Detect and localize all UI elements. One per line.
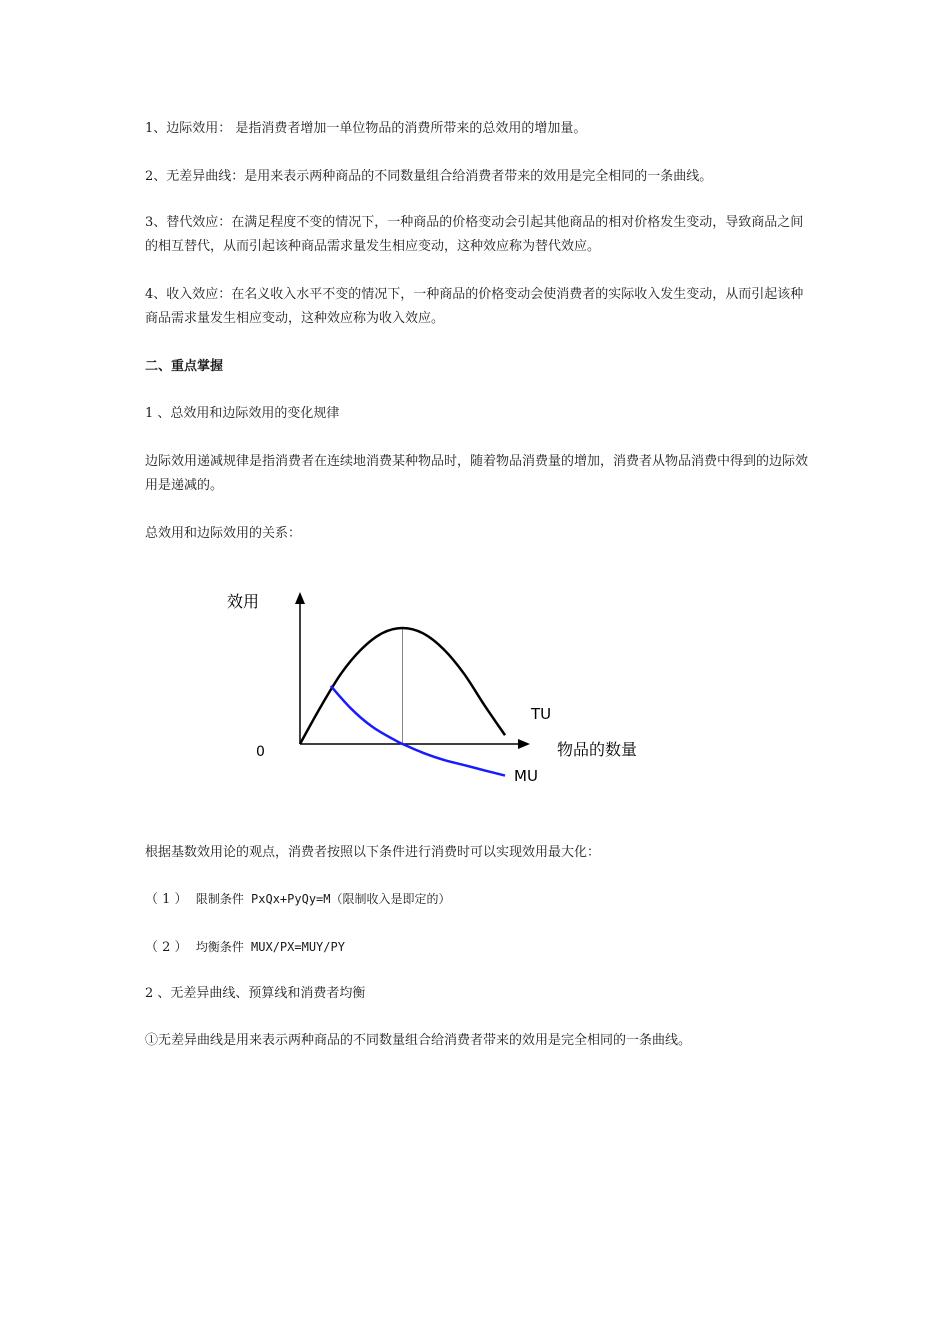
mu-curve <box>331 686 505 776</box>
condition-2 <box>145 935 810 960</box>
mu-label: MU <box>514 767 538 785</box>
relation-label: 总效用和边际效用的关系： <box>145 526 302 541</box>
condition-1-text: 限制条件 PxQx+PyQy=M（限制收入是即定的） <box>195 892 451 906</box>
section-heading: 二、重点掌握 <box>145 359 224 374</box>
definition-3: 3、替代效应：在满足程度不变的情况下，一种商品的价格变动会引起其他商品的相对价格发生变动，导致商品之间的相互替代，从而引起该种商品需求量发生相应变动，这种效应称为替代效应。 <box>145 215 804 254</box>
y-axis-arrow <box>295 592 305 604</box>
condition-2-text: 均衡条件 MUX/PX=MUY/PY <box>195 940 345 954</box>
condition-2-number: （ 2 ） <box>145 940 188 955</box>
item1-title: 1 、总效用和边际效用的变化规律 <box>145 406 340 421</box>
y-axis-label: 效用 <box>227 592 260 611</box>
tu-label: TU <box>531 705 552 723</box>
definition-4: 4、收入效应：在名义收入水平不变的情况下，一种商品的价格变动会使消费者的实际收入发生变动，从而引起该种商品需求量发生相应变动，这种效应称为收入效应。 <box>145 287 804 326</box>
cardinal-utility-intro: 根据基数效用论的观点，消费者按照以下条件进行消费时可以实现效用最大化： <box>145 845 601 860</box>
origin-label: 0 <box>256 744 265 760</box>
definition-1: 1、边际效用： 是指消费者增加一单位物品的消费所带来的总效用的增加量。 <box>145 121 587 136</box>
definition-2: 2、无差异曲线：是用来表示两种商品的不同数量组合给消费者带来的效用是完全相同的一条曲线。 <box>145 169 713 184</box>
item2-title: 2 、无差异曲线、预算线和消费者均衡 <box>145 986 366 1001</box>
condition-1-number: （ 1 ） <box>145 892 188 907</box>
x-axis-arrow <box>518 739 530 749</box>
utility-chart <box>220 580 660 800</box>
x-axis-label: 物品的数量 <box>557 740 638 759</box>
item2-definition: ①无差异曲线是用来表示两种商品的不同数量组合给消费者带来的效用是完全相同的一条曲线。 <box>145 1033 692 1048</box>
marginal-utility-law: 边际效用递减规律是指消费者在连续地消费某种物品时，随着物品消费量的增加，消费者从物品消费中得到的边际效用是递减的。 <box>145 454 809 493</box>
condition-1 <box>145 887 810 912</box>
